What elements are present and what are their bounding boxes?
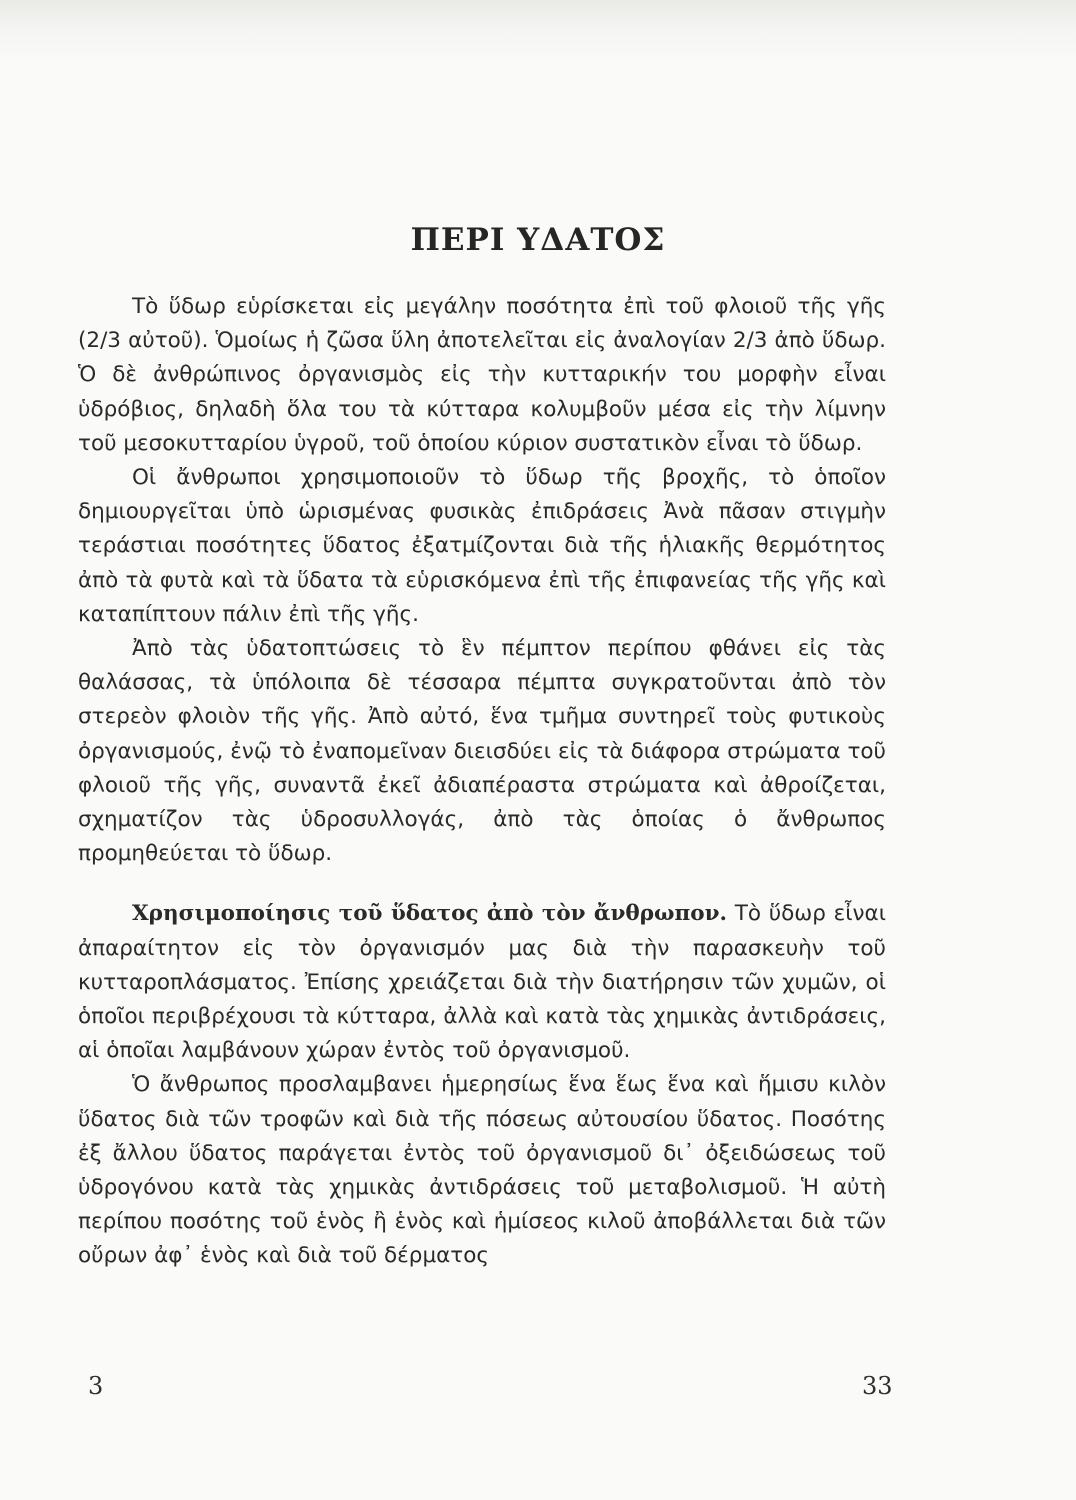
section-gap [78,871,886,897]
paragraph-4-text: Τὸ ὕδωρ εἶναι ἀπαραίτητον εἰς τὸν ὀργανισμόν μας διὰ τὴν παρασκευὴν τοῦ κυτταροπλάσματος. Ἐπίσης χρειάζεται διὰ τὴν διατήρησιν τῶν χυμῶν, οἱ ὁποῖοι περιβρέχουσι τὰ κύτταρα, ἀλλὰ καὶ κατὰ τὰς χημικὰς ἀντιδράσεις, αἱ ὁποῖαι λαμβάνουν χώραν ἐντὸς τοῦ ὀργανισμοῦ. [78,901,886,1064]
paragraph-1: Τὸ ὕδωρ εὑρίσκεται εἰς μεγάλην ποσότητα ἐπὶ τοῦ φλοιοῦ τῆς γῆς (2/3 αὐτοῦ). Ὁμοίως ἡ ζῶσα ὕλη ἀποτελεῖται εἰς ἀναλογίαν 2/3 ἀπὸ ὕδωρ. Ὁ δὲ ἀνθρώπινος ὀργανισμὸς εἰς τὴν κυτταρικήν του μορφὴν εἶναι ὑδρόβιος, δηλαδὴ ὅλα του τὰ κύτταρα κολυμβοῦν μέσα εἰς τὴν λίμνην τοῦ μεσοκυτταρίου ὑγροῦ, τοῦ ὁποίου κύριον συστατικὸν εἶναι τὸ ὕδωρ. [78,294,886,456]
paragraph-5: Ὁ ἄνθρωπος προσλαμβανει ἡμερησίως ἕνα ἕως ἕνα καὶ ἥμισυ κιλὸν ὕδατος διὰ τῶν τροφῶν καὶ διὰ τῆς πόσεως αὐτουσίου ὕδατος. Ποσότης ἐξ ἄλλου ὕδατος παράγεται ἐντὸς τοῦ ὀργανισμοῦ δι᾽ ὀξειδώσεως τοῦ ὑδρογόνου κατὰ τὰς χημικὰς ἀντιδράσεις τοῦ μεταβολισμοῦ. Ἡ αὐτὴ περίπου ποσότης τοῦ ἑνὸς ἢ ἑνὸς καὶ ἡμίσεος κιλοῦ ἀποβάλλεται διὰ τῶν οὔρων ἀφ᾽ ἑνὸς καὶ διὰ τοῦ δέρματος [78,1072,886,1269]
paragraph-2: Οἱ ἄνθρωποι χρησιμοποιοῦν τὸ ὕδωρ τῆς βροχῆς, τὸ ὁποῖον δημιουργεῖται ὑπὸ ὡρισμένας φυσικὰς ἐπιδράσεις Ἀνὰ πᾶσαν στιγμὴν τεράστιαι ποσότητες ὕδατος ἐξατμίζονται διὰ τῆς ἡλιακῆς θερμότητος ἀπὸ τὰ φυτὰ καὶ τὰ ὕδατα τὰ εὑρισκόμενα ἐπὶ τῆς ἐπιφανείας τῆς γῆς καὶ καταπίπτουν πάλιν ἐπὶ τῆς γῆς. [78,465,886,627]
page-title: ΠΕΡΙ ΥΔΑΤΟΣ [410,222,666,258]
signature-mark: 3 [88,1372,104,1400]
paragraph-4 [78,897,886,1068]
page-number: 33 [862,1372,893,1400]
paragraph-3: Ἀπὸ τὰς ὑδατοπτώσεις τὸ ἓν πέμπτον περίπου φθάνει εἰς τὰς θαλάσσας, τὰ ὑπόλοιπα δὲ τέσσαρα πέμπτα συγκρατοῦνται ἀπὸ τὸν στερεὸν φλοιὸν τῆς γῆς. Ἀπὸ αὐτό, ἕνα τμῆμα συντηρεῖ τοὺς φυτικοὺς ὀργανισμούς, ἐνῷ τὸ ἐναπομεῖναν διεισδύει εἰς τὰ διάφορα στρώματα τοῦ φλοιοῦ τῆς γῆς, συναντᾶ ἐκεῖ ἀδιαπέραστα στρώματα καὶ ἀθροίζεται, σχηματίζον τὰς ὑδροσυλλογάς, ἀπὸ τὰς ὁποίας ὁ ἄνθρωπος προμηθεύεται τὸ ὕδωρ. [78,636,886,867]
body-text [78,290,886,1274]
scan-shadow-edge [0,0,1076,60]
section-heading: Χρησιμοποίησις τοῦ ὕδατος ἀπὸ τὸν ἄνθρωπον. [132,901,727,927]
